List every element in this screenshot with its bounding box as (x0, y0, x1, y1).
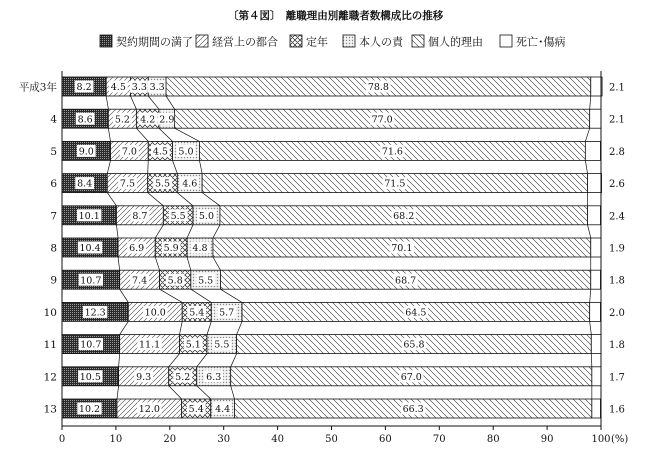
x-unit-label: (%) (611, 434, 629, 445)
x-tick-label: 20 (163, 434, 177, 445)
connector-line (136, 128, 148, 141)
connector-line (191, 289, 211, 302)
bar-segment (592, 367, 601, 386)
legend-swatch-3 (343, 35, 355, 47)
legend-label-3: 本人の責 (359, 35, 403, 49)
data-label: 8.6 (77, 114, 93, 126)
data-label: 5.8 (167, 275, 183, 287)
connector-line (119, 354, 120, 367)
category-label: 6 (50, 178, 57, 191)
bar-segment (591, 77, 602, 96)
bar-segment (592, 399, 601, 418)
x-tick-label: 60 (379, 434, 392, 445)
legend-swatch-0 (100, 35, 112, 47)
x-tick-label: 100 (591, 434, 611, 445)
category-label: 10 (43, 306, 57, 319)
data-label: 5.4 (188, 404, 204, 416)
bar-segment (590, 109, 601, 128)
data-label: 2.6 (609, 179, 625, 191)
connector-line (180, 321, 183, 334)
data-label: 12.3 (84, 307, 106, 319)
connector-line (199, 160, 202, 173)
connector-line (590, 321, 592, 334)
data-label: 1.7 (609, 372, 625, 384)
bar-segment (591, 270, 601, 289)
connector-line (120, 289, 129, 302)
data-label: 71.6 (381, 146, 403, 158)
data-label: 10.4 (79, 243, 101, 255)
data-label: 2.1 (609, 114, 625, 126)
bar-segment (591, 238, 601, 257)
data-label: 65.8 (403, 339, 425, 351)
data-label: 8.4 (77, 178, 93, 190)
legend-label-0: 契約期間の満了 (116, 35, 193, 49)
x-tick-label: 50 (325, 434, 338, 445)
data-label: 10.5 (79, 371, 101, 383)
legend-swatch-4 (412, 35, 424, 47)
data-label: 10.2 (78, 404, 101, 416)
category-label: 13 (43, 403, 57, 416)
x-tick-label: 70 (432, 434, 446, 445)
category-label: 8 (50, 242, 57, 255)
category-label: 11 (43, 339, 57, 352)
data-label: 9.3 (136, 371, 152, 383)
connector-line (585, 160, 587, 173)
legend-swatch-1 (196, 35, 208, 47)
data-label: 5.9 (163, 243, 179, 255)
connector-line (590, 289, 591, 302)
connector-line (172, 160, 177, 173)
legend-swatch-2 (290, 35, 302, 47)
data-label: 1.9 (609, 243, 625, 255)
category-label: 5 (50, 145, 57, 158)
connector-line (148, 193, 164, 206)
connector-line (160, 289, 183, 302)
connector-line (120, 321, 129, 334)
data-label: 7.4 (132, 275, 148, 287)
data-label: 64.5 (405, 307, 427, 319)
data-label: 77.0 (371, 114, 393, 126)
data-label: 78.8 (367, 82, 389, 94)
chart-title: 〔第４図〕 離職理由別離職者数構成比の推移 (228, 10, 444, 22)
x-tick-label: 30 (217, 434, 231, 445)
connector-line (130, 96, 136, 109)
connector-line (202, 193, 220, 206)
data-label: 5.0 (198, 210, 215, 222)
data-label: 3.3 (131, 82, 147, 94)
data-label: 10.1 (78, 210, 100, 222)
bar-segment (585, 141, 600, 160)
data-label: 4.5 (110, 82, 126, 94)
data-label: 6.9 (129, 243, 145, 255)
data-label: 2.9 (159, 114, 175, 126)
data-label: 68.2 (393, 210, 415, 222)
bar-segment (590, 302, 601, 321)
data-label: 70.1 (391, 243, 413, 255)
connector-line (591, 354, 592, 367)
data-label: 5.2 (175, 371, 191, 383)
data-label: 5.7 (219, 307, 235, 319)
connector-line (585, 128, 589, 141)
category-label: 7 (50, 210, 57, 223)
data-label: 67.0 (400, 371, 422, 383)
data-label: 7.0 (121, 146, 137, 158)
data-label: 66.3 (402, 404, 424, 416)
connector-line (155, 225, 163, 238)
data-label: 2.1 (609, 82, 625, 94)
data-label: 10.7 (80, 275, 102, 287)
x-tick-label: 90 (540, 434, 554, 445)
connector-line (590, 96, 591, 109)
legend (100, 35, 566, 49)
data-label: 5.5 (170, 210, 186, 222)
data-label: 2.8 (609, 146, 625, 158)
connector-line (213, 225, 220, 238)
x-tick-label: 80 (486, 434, 500, 445)
data-label: 10.0 (144, 307, 166, 319)
connector-line (155, 257, 159, 270)
data-label: 68.7 (395, 275, 417, 287)
connector-line (148, 96, 159, 109)
data-label: 3.3 (149, 82, 165, 94)
category-label: 9 (50, 274, 57, 287)
legend-label-4: 個人的理由 (428, 35, 483, 49)
connector-line (106, 96, 108, 109)
bar-segment (591, 335, 601, 354)
data-label: 4.5 (152, 146, 168, 158)
legend-label-5: 死亡･傷病 (516, 35, 566, 49)
category-label: 平成3年 (18, 81, 57, 94)
connector-line (118, 257, 120, 270)
data-label: 5.5 (198, 275, 214, 287)
data-label: 1.8 (609, 340, 625, 352)
data-label: 5.5 (214, 339, 230, 351)
data-label: 5.0 (178, 146, 194, 158)
bars (19, 77, 625, 418)
data-label: 1.8 (609, 275, 625, 287)
data-label: 4.2 (140, 114, 156, 126)
connector-line (231, 354, 237, 367)
data-label: 5.1 (185, 339, 201, 351)
connector-line (169, 354, 180, 367)
connector-line (159, 128, 172, 141)
connector-line (197, 354, 207, 367)
data-label: 1.6 (609, 404, 625, 416)
connector-line (177, 193, 193, 206)
data-label: 9.0 (78, 146, 94, 158)
connector-line (117, 386, 119, 399)
connector-line (107, 160, 110, 173)
data-label: 2.0 (609, 307, 625, 319)
category-label: 4 (50, 113, 57, 126)
data-label: 8.2 (76, 82, 92, 94)
connector-line (197, 386, 211, 399)
connector-line (108, 128, 110, 141)
data-label: 2.4 (609, 211, 625, 223)
data-label: 5.2 (114, 114, 130, 126)
connector-line (588, 225, 591, 238)
connector-line (169, 386, 182, 399)
bar-segment (588, 174, 602, 193)
connector-line (116, 225, 118, 238)
legend-label-2: 定年 (306, 35, 328, 49)
data-label: 11.1 (139, 339, 161, 351)
bar-segment (588, 206, 601, 225)
x-tick-label: 0 (58, 434, 66, 445)
data-label: 4.4 (215, 404, 231, 416)
data-label: 6.3 (206, 371, 222, 383)
data-label: 4.6 (182, 178, 198, 190)
connector-line (231, 386, 235, 399)
connector-line (148, 160, 149, 173)
legend-swatch-5 (500, 35, 512, 47)
connector-line (207, 321, 211, 334)
x-tick-label: 10 (109, 434, 123, 445)
connector-line (187, 225, 193, 238)
connector-line (107, 193, 116, 206)
connector-line (175, 128, 200, 141)
legend-label-1: 経営上の都合 (212, 35, 278, 49)
data-label: 5.5 (154, 178, 171, 190)
category-label: 12 (43, 371, 57, 384)
data-label: 7.5 (119, 178, 136, 190)
data-label: 12.0 (138, 404, 160, 416)
data-label: 10.7 (80, 339, 102, 351)
data-label: 71.5 (384, 178, 406, 190)
data-label: 4.8 (192, 243, 208, 255)
connector-line (237, 321, 242, 334)
x-tick-label: 40 (271, 434, 284, 445)
data-label: 5.4 (189, 307, 205, 319)
connector-line (187, 257, 191, 270)
connector-line (220, 289, 242, 302)
connector-line (166, 96, 175, 109)
data-label: 8.7 (132, 210, 148, 222)
connector-line (213, 257, 221, 270)
